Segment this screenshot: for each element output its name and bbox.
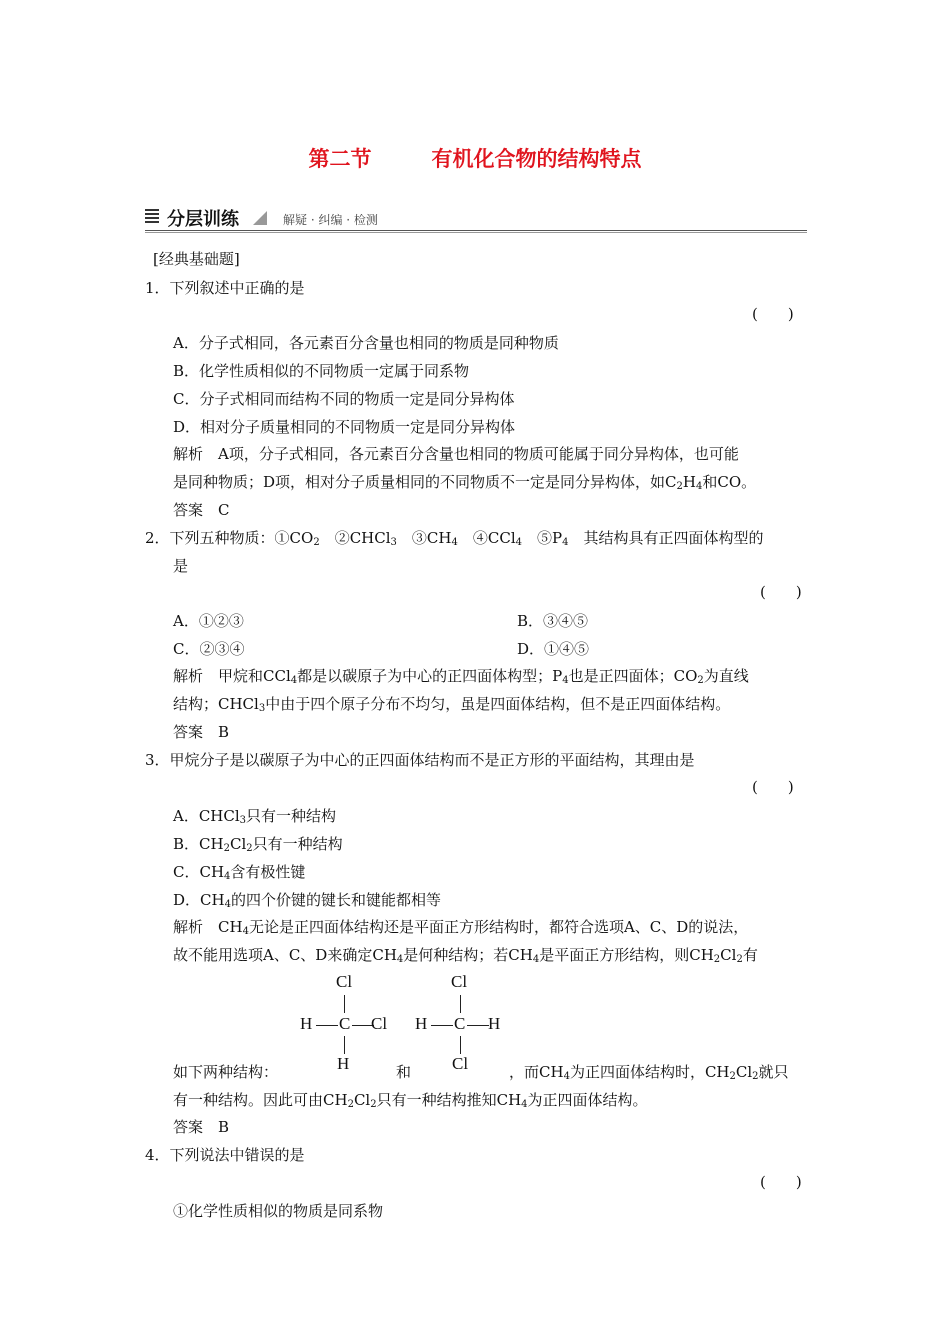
q1-option-d: D．相对分子质量相同的不同物质一定是同分异构体 [173,418,516,436]
text-fragment: H [337,1054,350,1073]
text-fragment: 的四个价键的键长和键能都相等 [230,891,441,909]
subscript: 3 [239,815,247,826]
triangle-icon [253,211,267,225]
text-fragment: 是同种物质；D项，相对分子质量相同的不同物质不一定是同分异构体，如C [173,473,677,491]
text-fragment: ④CCl [457,529,516,547]
page-title [0,143,950,173]
q3-explanation-2 [173,944,758,965]
text-fragment: Cl [735,1063,753,1081]
section-name: 有机化合物的结构特点 [431,147,642,171]
text-fragment: 结构；CHCl [173,695,259,713]
text-fragment: 是平面正方形结构，则CH [539,946,714,964]
subscript: 2 [246,843,253,854]
text-fragment: Cl [451,972,468,991]
text-fragment: 都是以碳原子为中心的正四面体构型；P [297,667,563,685]
text-fragment: 含有极性键 [230,863,306,881]
text-fragment: Cl [371,1014,388,1033]
q2-answer: 答案 B [173,723,230,741]
q4-item-1: ①化学性质相似的物质是同系物 [173,1202,384,1220]
header-label: 分层训练 [167,209,239,230]
q1-explanation-2 [173,471,756,492]
text-fragment: 是何种结构；若CH [403,946,533,964]
text-fragment: 只有一种结构 [252,835,343,853]
subscript: 2 [736,954,743,965]
text-fragment: 解析 甲烷和CCl [173,667,291,685]
subscript: 3 [258,703,266,714]
text-fragment: H [300,1014,313,1033]
subscript: 2 [370,1099,377,1110]
subscript: 4 [562,537,569,548]
q1-option-c: C．分子式相同而结构不同的物质一定是同分异构体 [173,390,515,408]
q1-option-a: A．分子式相同，各元素百分含量也相同的物质是同种物质 [173,334,559,352]
q2-answer-blank: ( ) [760,583,802,601]
q3-option-a [173,805,336,826]
text-fragment: 有一种结构。因此可由CH [173,1091,348,1109]
subscript: 4 [532,954,540,965]
text-fragment: 无论是正四面体结构还是平面正方形结构时，都符合选项A、C、D的说法， [248,918,749,936]
q4-stem: 4．下列说法中错误的是 [145,1146,305,1164]
section-number: 第二节 [308,147,372,171]
subscript: 4 [562,675,569,686]
bars-icon [145,209,159,225]
text-fragment: ③CH [396,529,452,547]
text-fragment: C [339,1014,351,1033]
subscript: 4 [695,481,703,492]
subscript: 2 [713,954,721,965]
header-subtitle: 解疑 · 纠编 · 检测 [283,213,378,227]
q2-option-a: A．①②③ [173,612,244,630]
q3-stem: 3．甲烷分子是以碳原子为中心的正四面体结构而不是正方形的平面结构，其理由是 [145,751,695,769]
text-fragment: ②CHCl [319,529,391,547]
text-fragment: Cl [229,835,247,853]
q2-option-c: C．②③④ [173,640,245,658]
q2-option-d: D．①④⑤ [517,640,590,658]
q3-answer-blank: ( ) [752,778,794,796]
category-label: [经典基础题] [153,250,240,268]
subscript: 4 [515,537,522,548]
text-fragment: D．CH [173,891,225,909]
q3-option-c [173,861,305,882]
subscript: 4 [563,1071,570,1082]
subscript: 2 [729,1071,736,1082]
q2-stem [145,527,763,548]
text-fragment: Cl [452,1054,469,1073]
subscript: 2 [676,481,683,492]
text-fragment: 只有一种结构推知CH [376,1091,522,1109]
subscript: 4 [451,537,458,548]
text-fragment: 也是正四面体；CO [568,667,698,685]
structure-2 [413,972,513,1076]
text-fragment: 故不能用选项A、C、D来确定CH [173,946,397,964]
text-fragment: 为正四面体结构时，CH [569,1063,730,1081]
text-fragment: 只有一种结构 [246,807,337,825]
q4-answer-blank: ( ) [760,1173,802,1191]
text-fragment: 有 [742,946,758,964]
q1-stem: 1．下列叙述中正确的是 [145,279,305,297]
q1-answer: 答案 C [173,501,230,519]
text-fragment: A．CHCl [173,807,240,825]
q3-explanation-3b: 和 [396,1063,412,1081]
subscript: 2 [313,537,320,548]
q3-explanation-4 [173,1089,648,1110]
subscript: 2 [752,1071,759,1082]
text-fragment: C [454,1014,466,1033]
q2-stem-cont: 是 [173,557,189,575]
text-fragment: 就只 [758,1063,789,1081]
text-fragment: C．CH [173,863,225,881]
section-header [145,205,807,233]
text-fragment: Cl [720,946,737,964]
subscript: 4 [242,926,249,937]
text-fragment: ，而CH [509,1063,564,1081]
text-fragment: 其结构具有正四面体构型的 [568,529,764,547]
subscript: 4 [224,899,231,910]
q3-option-d [173,889,441,910]
text-fragment: 解析 CH [173,918,243,936]
subscript: 4 [290,675,298,686]
text-fragment: H [488,1014,501,1033]
q2-explanation-2 [173,693,730,714]
q3-explanation-1 [173,916,748,937]
subscript: 2 [347,1099,354,1110]
subscript: 4 [521,1099,528,1110]
text-fragment: Cl [336,972,353,991]
text-fragment: 为正四面体结构。 [527,1091,648,1109]
text-fragment: 2．下列五种物质：①CO [145,529,314,547]
q3-answer: 答案 B [173,1118,230,1136]
subscript: 2 [223,843,230,854]
q1-explanation-1: 解析 A项，分子式相同，各元素百分含量也相同的物质可能属于同分异构体，也可能 [173,445,739,463]
q2-explanation-1 [173,665,749,686]
subscript: 3 [390,537,397,548]
q2-option-b: B．③④⑤ [517,612,589,630]
q1-answer-blank: ( ) [752,305,794,323]
text-fragment: 为直线 [703,667,749,685]
q3-explanation-3a: 如下两种结构： [173,1063,279,1081]
text-fragment: H [682,473,696,491]
text-fragment: B．CH [173,835,224,853]
text-fragment: Cl [353,1091,371,1109]
structure-1 [298,972,398,1076]
q3-option-b [173,833,343,854]
text-fragment: ⑤P [522,529,563,547]
subscript: 4 [224,871,231,882]
q3-explanation-3c [509,1061,789,1082]
subscript: 4 [396,954,404,965]
text-fragment: H [415,1014,428,1033]
q1-option-b: B．化学性质相似的不同物质一定属于同系物 [173,362,470,380]
subscript: 2 [697,675,704,686]
text-fragment: 中由于四个原子分布不均匀，虽是四面体结构，但不是正四面体结构。 [265,695,731,713]
text-fragment: 和CO。 [702,473,757,491]
